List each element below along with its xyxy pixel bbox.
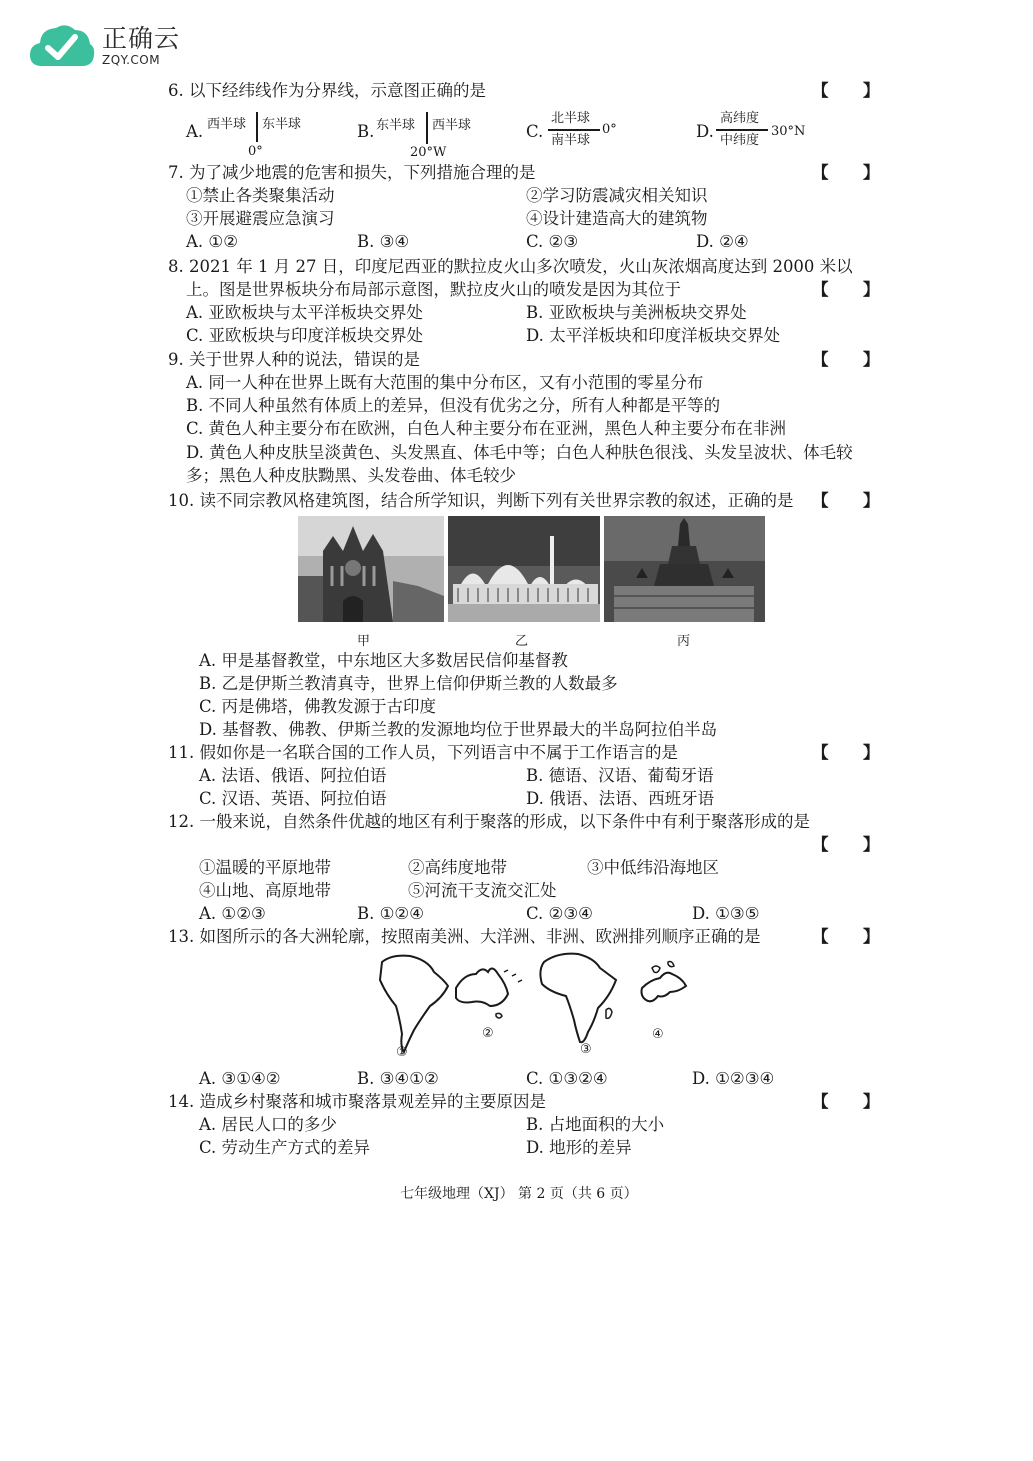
answer-bracket: 【 】 [812, 81, 880, 100]
q6-b-line: 20°W [410, 145, 447, 160]
continent-outlines-figure [372, 950, 702, 1060]
stupa-photo [604, 516, 765, 622]
answer-bracket: 【 】 [812, 1092, 880, 1111]
q7-stem: 7. 为了减少地震的危害和损失，下列措施合理的是 [168, 163, 536, 182]
q12-stem: 12. 一般来说，自然条件优越的地区有利于聚落的形成，以下条件中有利于聚落形成的是 [168, 812, 810, 831]
q6-c-bottom: 南半球 [551, 133, 591, 148]
mosque-photo [448, 516, 600, 622]
answer-bracket: 【 】 [812, 280, 880, 299]
q6-option-a-label: A. [186, 122, 204, 141]
logo-domain: ZQY.COM [102, 53, 161, 67]
q10-option-a: A. 甲是基督教堂，中东地区大多数居民信仰基督教 [199, 651, 568, 670]
q14-option-b: B. 占地面积的大小 [526, 1115, 665, 1134]
q12-item-4: ④山地、高原地带 [199, 881, 331, 900]
q14-option-c: C. 劳动生产方式的差异 [199, 1138, 371, 1157]
q6-a-left: 西半球 [207, 117, 247, 132]
q14-option-d: D. 地形的差异 [526, 1138, 632, 1157]
cathedral-photo [298, 516, 444, 622]
q12-item-2: ②高纬度地带 [408, 858, 507, 877]
q9-option-d-line-1: D. 黄色人种皮肤呈淡黄色、头发黑直、体毛中等；白色人种肤色很浅、头发呈波状、体毛较 [186, 443, 853, 462]
photo-caption-yi: 乙 [515, 634, 529, 649]
q13-option-a: A. ③①④② [199, 1069, 281, 1088]
q11-option-a: A. 法语、俄语、阿拉伯语 [199, 766, 387, 785]
photo-caption-jia: 甲 [357, 634, 371, 649]
q12-item-1: ①温暖的平原地带 [199, 858, 331, 877]
q10-option-c: C. 丙是佛塔，佛教发源于古印度 [199, 697, 437, 716]
q7-option-d: D. ②④ [696, 232, 749, 251]
q11-option-c: C. 汉语、英语、阿拉伯语 [199, 789, 387, 808]
continent-outlines [372, 950, 702, 1060]
q13-option-d: D. ①②③④ [692, 1069, 775, 1088]
q6-a-line: 0° [248, 144, 263, 159]
q13-option-c: C. ①③②④ [526, 1069, 608, 1088]
q13-option-b: B. ③④①② [357, 1069, 439, 1088]
q8-option-b: B. 亚欧板块与美洲板块交界处 [526, 303, 747, 322]
q12-option-b: B. ①②④ [357, 904, 424, 923]
q10-option-d: D. 基督教、佛教、伊斯兰教的发源地均位于世界最大的半岛阿拉伯半岛 [199, 720, 718, 739]
page-footer: 七年级地理（XJ） 第 2 页（共 6 页） [400, 1186, 638, 1202]
logo-name: 正确云 [102, 24, 181, 53]
q6-option-d-label: D. [696, 122, 714, 141]
q12-option-c: C. ②③④ [526, 904, 593, 923]
europe-outline [642, 973, 687, 1002]
photo-caption-bing: 丙 [677, 634, 691, 649]
answer-bracket: 【 】 [812, 350, 880, 369]
q6-b-left: 东半球 [376, 118, 416, 133]
q11-option-b: B. 德语、汉语、葡萄牙语 [526, 766, 714, 785]
q6-option-c-label: C. [526, 122, 544, 141]
q7-item-1: ①禁止各类聚集活动 [186, 186, 335, 205]
q6-b-divider [426, 112, 428, 144]
q9-option-c: C. 黄色人种主要分布在欧洲，白色人种主要分布在亚洲，黑色人种主要分布在非洲 [186, 419, 787, 438]
q11-option-d: D. 俄语、法语、西班牙语 [526, 789, 715, 808]
label-3: ③ [580, 1042, 592, 1057]
label-1: ① [396, 1045, 408, 1060]
q9-option-b: B. 不同人种虽然有体质上的差异，但没有优劣之分，所有人种都是平等的 [186, 396, 721, 415]
answer-bracket: 【 】 [812, 743, 880, 762]
q6-stem: 6. 以下经纬线作为分界线，示意图正确的是 [168, 81, 486, 100]
africa-outline [540, 954, 616, 1043]
q10-option-b: B. 乙是伊斯兰教清真寺，世界上信仰伊斯兰教的人数最多 [199, 674, 618, 693]
q14-stem: 14. 造成乡村聚落和城市聚落景观差异的主要原因是 [168, 1092, 546, 1111]
q8-option-d: D. 太平洋板块和印度洋板块交界处 [526, 326, 781, 345]
q6-option-b-label: B. [357, 122, 375, 141]
q13-stem: 13. 如图所示的各大洲轮廓，按照南美洲、大洋洲、非洲、欧洲排列顺序正确的是 [168, 927, 761, 946]
q9-stem: 9. 关于世界人种的说法，错误的是 [168, 350, 420, 369]
q7-option-b: B. ③④ [357, 232, 410, 251]
label-4: ④ [652, 1027, 664, 1042]
q7-item-4: ④设计建造高大的建筑物 [526, 209, 708, 228]
q6-c-top: 北半球 [551, 111, 591, 126]
q12-item-5: ⑤河流干支流交汇处 [408, 881, 557, 900]
australia-outline [456, 968, 508, 1006]
q10-stem: 10. 读不同宗教风格建筑图，结合所学知识，判断下列有关世界宗教的叙述，正确的是 [168, 491, 794, 510]
q6-d-top: 高纬度 [720, 111, 760, 126]
q12-item-3: ③中低纬沿海地区 [587, 858, 719, 877]
q12-option-d: D. ①③⑤ [692, 904, 760, 923]
brand-logo [28, 22, 180, 70]
answer-bracket: 【 】 [812, 835, 880, 854]
q8-option-a: A. 亚欧板块与太平洋板块交界处 [186, 303, 423, 322]
answer-bracket: 【 】 [812, 927, 880, 946]
answer-bracket: 【 】 [812, 491, 880, 510]
q9-option-d-line-2: 多；黑色人种皮肤黝黑、头发卷曲、体毛较少 [186, 466, 516, 485]
q9-option-a: A. 同一人种在世界上既有大范围的集中分布区，又有小范围的零星分布 [186, 373, 704, 392]
q6-a-divider [256, 112, 258, 142]
label-2: ② [482, 1026, 494, 1041]
q6-b-right: 西半球 [432, 118, 472, 133]
answer-bracket: 【 】 [812, 163, 880, 182]
q8-option-c: C. 亚欧板块与印度洋板块交界处 [186, 326, 424, 345]
q11-stem: 11. 假如你是一名联合国的工作人员，下列语言中不属于工作语言的是 [168, 743, 678, 762]
q6-c-line: 0° [602, 122, 617, 137]
q6-d-divider [716, 129, 768, 131]
q6-d-bottom: 中纬度 [720, 133, 760, 148]
cloud-check-icon [28, 22, 96, 70]
q7-option-c: C. ②③ [526, 232, 579, 251]
q12-option-a: A. ①②③ [199, 904, 266, 923]
q8-stem-line-2: 上。图是世界板块分布局部示意图，默拉皮火山的喷发是因为其位于 [186, 280, 681, 299]
south-america-outline [380, 956, 448, 1052]
q7-item-2: ②学习防震减灾相关知识 [526, 186, 708, 205]
q6-a-right: 东半球 [262, 117, 302, 132]
q7-item-3: ③开展避震应急演习 [186, 209, 335, 228]
q8-stem-line-1: 8. 2021 年 1 月 27 日，印度尼西亚的默拉皮火山多次喷发，火山灰浓烟高度达到 2000 米以 [168, 257, 853, 276]
q6-c-divider [548, 129, 600, 131]
q6-d-line: 30°N [771, 124, 806, 139]
q7-option-a: A. ①② [186, 232, 238, 251]
q14-option-a: A. 居民人口的多少 [199, 1115, 337, 1134]
